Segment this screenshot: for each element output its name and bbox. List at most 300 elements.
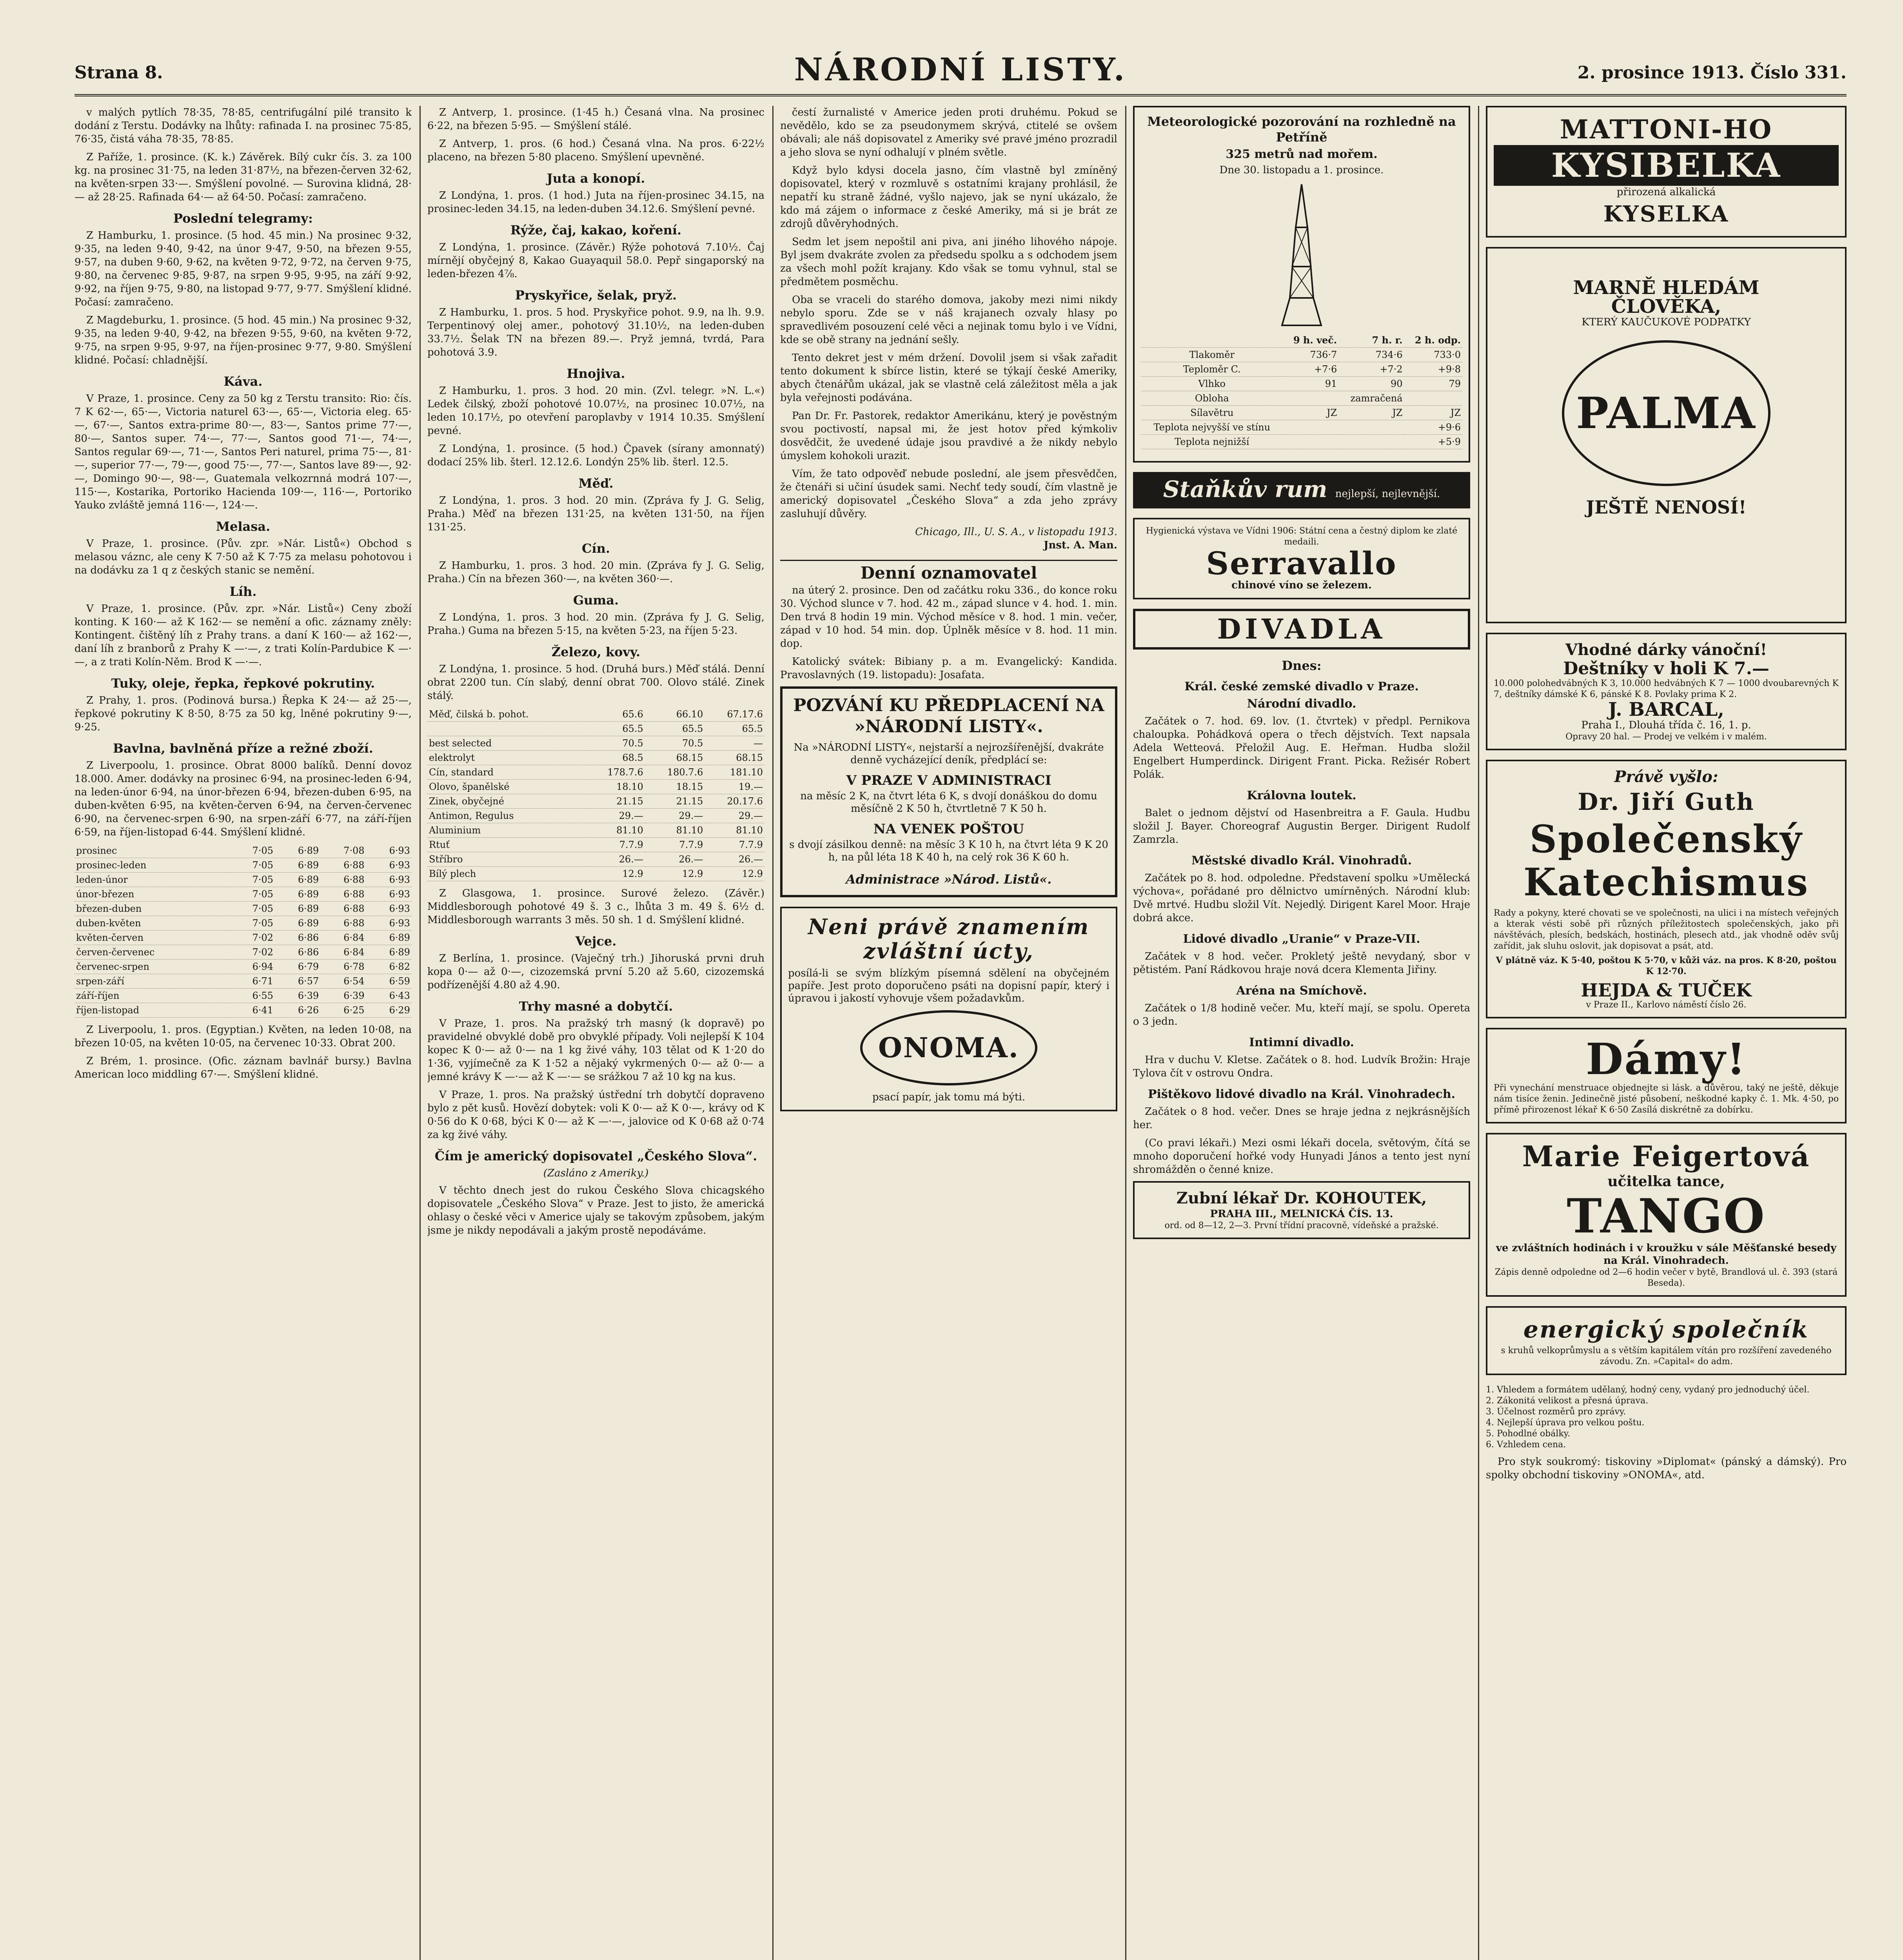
table-cell: 733·0	[1404, 348, 1462, 362]
table-cell: 21.15	[645, 794, 705, 809]
table-row	[427, 794, 764, 809]
serravallo-brand: Serravallo	[1206, 545, 1397, 582]
umbrella-subtitle: Deštníky v holi K 7.—	[1563, 659, 1769, 679]
table-cell: 65.5	[705, 722, 764, 736]
article-paragraph: Začátek o 8 hod. večer. Dnes se hraje jedna z nejkrásnějších her.	[1133, 1106, 1470, 1131]
table-cell: 7·02	[229, 931, 275, 945]
table-cell: 6·89	[275, 887, 320, 902]
subscription-venek-text: s dvojí zásilkou denně: na měsíc 3 K 10 h, na čtvrt léta 9 K 20 h, na půl léta 18 K 40 h, na celý rok 36 K 60 h.	[789, 839, 1108, 863]
table-row	[427, 823, 764, 838]
section-heading: Melasa.	[216, 519, 271, 534]
table-cell: 6·39	[275, 989, 320, 1003]
table-cell: 81.10	[705, 823, 764, 838]
umbrella-note: Opravy 20 hal. — Prodej ve velkém i v malém.	[1565, 732, 1767, 742]
table-cell: 20.17.6	[705, 794, 764, 809]
table-cell: červenec-srpen	[74, 960, 229, 974]
article-paragraph: Z Londýna, 1. pros. 3 hod. 20 min. (Zpráva fy J. G. Selig, Praha.) Guma na březen 5·15, na květen 5·23, na říjen 5·23.	[427, 612, 764, 637]
theatre-name: Lidové divadlo „Uranie“ v Praze-VII.	[1183, 932, 1420, 946]
article-paragraph: Hra v duchu V. Kletse. Začátek o 8. hod. Ludvík Brožin: Hraje Tylova čít v ostrovu Ondra.	[1133, 1054, 1470, 1079]
table-cell: 7·05	[229, 916, 275, 931]
table-cell: 6·93	[366, 858, 412, 873]
table-cell: 736·7	[1283, 348, 1339, 362]
serravallo-tagline: chinové víno se železem.	[1231, 579, 1372, 591]
palma-brand: PALMA	[1576, 388, 1756, 438]
theatre-name: Městské divadlo Král. Vinohradů.	[1191, 854, 1412, 867]
article-subtitle: (Zasláno z Ameriky.)	[543, 1167, 649, 1179]
palma-ad	[1486, 247, 1847, 623]
column-3	[780, 106, 1117, 1960]
guth-badge: Právě vyšlo:	[1614, 768, 1718, 786]
column-rule	[1125, 106, 1126, 1960]
energy-title: energický společník	[1523, 1316, 1809, 1343]
list-item: 6. Vzhledem cena.	[1486, 1440, 1566, 1450]
article-paragraph: Balet o jednom dějství od Hasenbreitra a F. Gaula. Hudbu složil J. Bayer. Choreograf Augustin Berger. Dirigent Rudolf Zamrzla.	[1133, 807, 1470, 846]
table-row	[74, 1003, 412, 1018]
subscription-venek: NA VENEK POŠTOU	[873, 821, 1024, 837]
section-heading: Rýže, čaj, kakao, koření.	[510, 223, 682, 238]
feature-list	[1486, 1385, 1847, 1450]
table-cell: +5·9	[1404, 435, 1462, 449]
tango-text: ve zvláštních hodinách i v kroužku v sále Měšťanské besedy na Král. Vinohradech.	[1496, 1242, 1837, 1267]
section-heading: Hnojiva.	[567, 366, 625, 381]
theatre-name: Aréna na Smíchově.	[1236, 984, 1367, 998]
onoma-ad	[780, 907, 1117, 1111]
table-cell: 26.—	[705, 852, 764, 867]
table-cell: Tlakoměr	[1141, 348, 1283, 362]
table-cell: 6·89	[275, 844, 320, 858]
theatre-header	[1133, 609, 1470, 650]
article-paragraph: Z Hamburku, 1. pros. 3 hod. 20 min. (Zvl. telegr. »N. L.«) Ledek čilský, zboží pohotové 10.07½, na prosinec 10.07½, na leden 10.17½, po otevření paroplavby v 1914 10.35. Smýšlení pevné.	[427, 385, 764, 437]
column-rule	[772, 106, 774, 1960]
table-cell: březen-duben	[74, 902, 229, 916]
article-paragraph: Z Paříže, 1. prosince. (K. k.) Závěrek. Bílý cukr čís. 3. za 100 kg. na prosinec 31·75, na leden 31·87½, na březen-červen 32·62, na květen-srpen 33·—. Smýšlení povolné. — Surovina klidná, 28·— až 28·25. Rafinada 64·— až 64·50. Počasí: zamračeno.	[74, 151, 412, 203]
table-cell: Bílý plech	[427, 867, 585, 881]
article-paragraph: v malých pytlích 78·35, 78·85, centrifugální pilé transito k dodání z Terstu. Dodávky na lhůty: rafinada I. na prosinec 75·85, 76·35, čistá váha 78·35, 78·85.	[74, 107, 412, 145]
table-cell: +7·2	[1338, 362, 1404, 377]
table-row	[1141, 435, 1462, 449]
table-cell: 6·43	[366, 989, 412, 1003]
table-cell: 18.10	[585, 780, 645, 794]
section-heading: Denní oznamovatel	[780, 560, 1117, 580]
dentist-ad	[1133, 1181, 1470, 1239]
palma-line-1: MARNĚ HLEDÁM	[1573, 277, 1760, 299]
table-header-cell: 7 h. r.	[1338, 333, 1404, 348]
table-cell: 68.5	[585, 751, 645, 765]
article-paragraph: Z Magdeburku, 1. prosince. (5 hod. 45 min.) Na prosinec 9·32, 9·35, na leden 9·40, 9·42, na březen 9·55, 9·60, na květen 9·72, 9·75, na srpen 9·95, 9·97, na říjen-prosinec 9·77, 9·80. Smýšlení klidné. Počasí: chladnější.	[74, 314, 412, 366]
column-rule	[1478, 106, 1479, 1960]
table-cell: 6·54	[320, 974, 366, 989]
table-header-cell: 9 h. več.	[1283, 333, 1339, 348]
column-2	[427, 106, 764, 1960]
article-signature-name: Jnst. A. Man.	[1044, 539, 1117, 551]
article-paragraph: Z Londýna, 1. prosince. (5 hod.) Čpavek (sírany amonnatý) dodací 25% lib. šterl. 12.12.6. Londýn 25% lib. šterl. 12.5.	[427, 443, 764, 468]
article-paragraph: Z Londýna, 1. prosince. 5 hod. (Druhá burs.) Měď stálá. Denní obrat 2200 tun. Cín slabý, denní obrat 700. Olovo stálé. Zinek stálý.	[427, 663, 764, 702]
table-cell: 66.10	[645, 707, 705, 722]
table-row	[427, 809, 764, 823]
table-cell: 7.7.9	[645, 838, 705, 852]
mattoni-line-1: MATTONI-HO	[1560, 114, 1773, 145]
table-cell: 6·89	[366, 945, 412, 960]
table-cell: 6·79	[275, 960, 320, 974]
article-signature-place: Chicago, Ill., U. S. A., v listopadu 1913.	[915, 526, 1117, 538]
guth-price: V plátně váz. K 5·40, poštou K 5·70, v kůži váz. na pros. K 8·20, poštou K 12·70.	[1496, 955, 1837, 976]
table-row	[427, 780, 764, 794]
umbrella-address: Praha I., Dlouhá třída č. 16, 1. p.	[1581, 719, 1751, 731]
table-cell: 12.9	[645, 867, 705, 881]
palma-logo	[1562, 340, 1770, 486]
table-cell: 65.5	[585, 722, 645, 736]
onoma-headline-2: zvláštní úcty,	[863, 938, 1034, 964]
section-heading: Bavlna, bavlněná příze a režné zboží.	[113, 741, 373, 756]
article-paragraph: Když bylo kdysi docela jasno, čím vlastně byl zmíněný dopisovatel, který v rozmluvě s ostatními krajany prohlásil, že nepatří ku straně žádné, vyšlo najevo, jak se nyní ukázalo, že kdo má zájem o informace z české Ameriky, má si je brát ze zdrojů důvěryhodných.	[780, 165, 1117, 230]
table-cell: Rtuť	[427, 838, 585, 852]
table-cell: 91	[1283, 377, 1339, 391]
table-cell: 6·93	[366, 844, 412, 858]
table-row	[74, 945, 412, 960]
theatre-name: Královna loutek.	[1247, 789, 1356, 802]
onoma-headline: Neni právě znamením	[808, 914, 1090, 939]
table-row	[1141, 362, 1462, 377]
article-paragraph: Sedm let jsem nepoštil ani piva, ani jiného lihového nápoje. Byl jsem dvakráte zvolen za předsedu spolku a s odchodem jsem za všech mohl požít krajany. Kdo však se tomu vyhnul, stal se předmětem posměchu.	[780, 236, 1117, 288]
mattoni-line-4: KYSELKA	[1603, 201, 1729, 227]
article-paragraph: V těchto dnech jest do rukou Českého Slova chicagského dopisovatele „Českého Slova“ v Praze. Jest to jisto, že americká ohlasy o české věci v Americe ujaly se takovým způsobem, jakým jsme je nikdy nepodávali a jakým prostě nepodáváme.	[427, 1185, 764, 1236]
table-cell: JZ	[1404, 406, 1462, 420]
table-cell: 70.5	[585, 736, 645, 751]
table-cell: srpen-září	[74, 974, 229, 989]
table-cell: 6·89	[366, 931, 412, 945]
table-cell: 6·57	[275, 974, 320, 989]
section-heading: Čím je americký dopisovatel „Českého Slova“.	[434, 1149, 757, 1163]
table-cell: 65.5	[645, 722, 705, 736]
subscription-praha: V PRAZE V ADMINISTRACI	[846, 773, 1051, 788]
theatre-name: Intimní divadlo.	[1249, 1036, 1355, 1049]
article-paragraph: Z Liverpoolu, 1. pros. (Egyptian.) Květen, na leden 10·08, na březen 10·05, na květen 10·05, na červenec 10·33. Obrat 200.	[74, 1024, 412, 1049]
article-paragraph: Oba se vraceli do starého domova, jakoby mezi nimi nikdy nebylo sporu. Zde se v náš krajanech ozvaly hlasy po spravedlivém posouzení celé věci a nejinak tomu bylo i ve Vídni, kde se obě strany na jednání sešly.	[780, 294, 1117, 346]
serravallo-ad	[1133, 518, 1470, 599]
table-row	[74, 887, 412, 902]
table-row	[74, 844, 412, 858]
theatre-header-title: DIVADLA	[1217, 613, 1386, 645]
theatre-venue: Národní divadlo.	[1247, 697, 1356, 711]
onoma-brand: ONOMA.	[878, 1031, 1020, 1064]
table-cell: 6·94	[229, 960, 275, 974]
table-row	[74, 916, 412, 931]
table-cell: 18.15	[645, 780, 705, 794]
tango-title: TANGO	[1567, 1189, 1766, 1244]
list-item: 1. Vhledem a formátem udělaný, hodný ceny, vydaný pro jednoduchý účel.	[1486, 1385, 1810, 1395]
table-cell: 81.10	[585, 823, 645, 838]
section-heading: Guma.	[573, 593, 619, 608]
table-cell	[427, 722, 585, 736]
table-row	[74, 858, 412, 873]
meteo-box	[1133, 106, 1470, 463]
table-cell: Zinek, obyčejné	[427, 794, 585, 809]
article-paragraph: Z Glasgowa, 1. prosince. Surové železo. (Závěr.) Middlesborough pohotové 49 š. 3 c., lhůta 3 m. 49 š. 6½ d. Middlesborough warrants 3 měs. 50 sh. 1 d. Smýšlení klidné.	[427, 887, 764, 926]
subscription-text: Na »NÁRODNÍ LISTY«, nejstarší a nejrozšířenější, dvakráte denně vycházející deník, předplácí se:	[794, 742, 1104, 766]
article-paragraph: Pan Dr. Fr. Pastorek, redaktor Amerikánu, který je pověstným svou poctivostí, napsal mi, že jest hotov před kýmkoliv dosvědčit, že uvedené údaje jsou pravdivé a že nikdy nebylo úmyslem kohokoli urazit.	[780, 410, 1117, 462]
dentist-hours: ord. od 8—12, 2—3. První třídní pracovně, vídeňské a pražské.	[1164, 1221, 1439, 1230]
meteo-title: Meteorologické pozorování na rozhledně na Petříně	[1147, 114, 1456, 145]
table-cell: 6·89	[275, 873, 320, 887]
article-paragraph: Začátek o 7. hod. 69. lov. (1. čtvrtek) v předpl. Pernikova chaloupka. Pohádková opera o třech dějstvích. Text napsala Adela Wetteová. Přeložil Aug. E. Heřman. Hudba složil Engelbert Humperdinck. Dirigent Frant. Picka. Režisér Robert Polák.	[1133, 715, 1470, 780]
table-cell: 6·93	[366, 873, 412, 887]
tango-teacher: Marie Feigertová	[1522, 1140, 1810, 1173]
table-cell: Antimon, Regulus	[427, 809, 585, 823]
tango-role: učitelka tance,	[1607, 1173, 1725, 1190]
guth-title-2: Katechismus	[1523, 860, 1809, 904]
table-cell: Vlhko	[1141, 377, 1283, 391]
table-cell: 6·88	[320, 858, 366, 873]
table-row	[427, 838, 764, 852]
table-cell: 6·55	[229, 989, 275, 1003]
table-cell: 6·88	[320, 902, 366, 916]
table-cell: Olovo, španělské	[427, 780, 585, 794]
list-item: 3. Účelnost rozměrů pro zprávy.	[1486, 1407, 1626, 1417]
table-cell: JZ	[1283, 406, 1339, 420]
table-cell: 7.7.9	[705, 838, 764, 852]
table-cell: +9·6	[1404, 420, 1462, 435]
article-paragraph: Z Hamburku, 1. pros. 5 hod. Pryskyřice pohot. 9.9, na lh. 9.9. Terpentinový olej amer., pohotový 31.10½, na leden-duben 33.7½. Šelak TN na březen 89.—. Pryž jemná, tvrdá, Para pohotová 3.9.	[427, 307, 764, 358]
section-heading: Měď.	[578, 476, 614, 491]
masthead-title: NÁRODNÍ LISTY.	[794, 51, 1127, 88]
table-cell: 6·39	[320, 989, 366, 1003]
rum-brand: Staňkův rum	[1163, 476, 1327, 503]
table-header-cell: 2 h. odp.	[1404, 333, 1462, 348]
table-cell: 6·88	[320, 916, 366, 931]
table-cell: 81.10	[645, 823, 705, 838]
issue-date: 2. prosince 1913. Číslo 331.	[1577, 63, 1847, 83]
table-cell: 7·02	[229, 945, 275, 960]
table-header-cell	[1141, 333, 1283, 348]
palma-line-5: JEŠTĚ NENOSÍ!	[1586, 497, 1747, 518]
article-paragraph: Začátek po 8. hod. odpoledne. Představení spolku »Umělecká výchova«, pořádané pro dělnictvo umírněných. Národní klub: Dvě mrtvé. Hudbu složil Vít. Nejedlý. Dirigent Karel Moor. Hraje dobrá akce.	[1133, 872, 1470, 924]
table-cell	[1283, 435, 1339, 449]
table-row	[74, 902, 412, 916]
table-cell: 6·82	[366, 960, 412, 974]
guth-publisher: HEJDA & TUČEK	[1581, 980, 1752, 1001]
table-cell: elektrolyt	[427, 751, 585, 765]
section-heading: Juta a konopí.	[547, 171, 645, 186]
article-paragraph: na úterý 2. prosince. Den od začátku roku 336., do konce roku 30. Východ slunce v 7. hod. 42 m., západ slunce v 4. hod. 1. min. Den trvá 8 hodin 19 min. Východ měsíce v 8. hod. 1 min. večer, západ v 10 hod. 54 min. dop. Úplněk měsíce v 8. hod. 11 min. dop.	[780, 584, 1117, 650]
table-cell: 6·25	[320, 1003, 366, 1018]
table-cell: Sílavětru	[1141, 406, 1283, 420]
article-paragraph: Z Londýna, 1. pros. 3 hod. 20 min. (Zpráva fy J. G. Selig, Praha.) Měď na březen 131·25, na květen 131·50, na říjen 131·25.	[427, 495, 764, 533]
table-cell: 7·05	[229, 887, 275, 902]
table-cell: 12.9	[585, 867, 645, 881]
table-cell	[1283, 420, 1339, 435]
table-row	[427, 867, 764, 881]
table-cell: 7·05	[229, 858, 275, 873]
table-row	[1141, 420, 1462, 435]
dentist-address: PRAHA III., MELNICKÁ ČÍS. 13.	[1210, 1208, 1393, 1220]
article-paragraph: V Praze, 1. prosince. Ceny za 50 kg z Terstu transito: Rio: čís. 7 K 62·—, 65·—, Victoria naturel 63·—, 65·—, Victoria eleg. 65·—, 67·—, Santos extra-prime 80·—, 83·—, Santos prime 77·—, 80·—, Santos super. 74·—, 77·—, Santos good 71·—, 74·—, Santos regular 69·—, 71·—, Santos Peri naturel, prima 75·—, 81·—, superior 77·—, 79·—, good 75·—, 77·—, Santos lave 89·—, 92·—, Domingo 90·—, 98·—, Guatemala velkozrnná modrá 107·—, 115·—, Kostarika, Portoriko Hacienda 109·—, 116·—, Portoriko Yauko zvláště jemná 116·—, 124·—.	[74, 393, 412, 511]
subscription-box	[780, 686, 1117, 897]
cotton-table	[74, 844, 412, 1018]
table-cell	[1283, 391, 1339, 406]
table-cell: červen-červenec	[74, 945, 229, 960]
newspaper-page	[74, 47, 1847, 1960]
table-cell: 178.7.6	[585, 765, 645, 780]
article-paragraph: Z Berlína, 1. prosince. (Vaječný trh.) Jihoruská prvni druh kopa 0·— až 0·—, cizozemská první 5.20 až 5.60, cizozemská podřízenější 4.80 až 4.90.	[427, 953, 764, 991]
table-cell: duben-květen	[74, 916, 229, 931]
table-cell: 67.17.6	[705, 707, 764, 722]
list-item: 4. Nejlepší úprava pro velkou poštu.	[1486, 1418, 1645, 1428]
table-cell: 6·29	[366, 1003, 412, 1018]
umbrella-text: 10.000 polohedvábných K 3, 10.000 hedvábných K 7 — 1000 dvoubarevných K 7, deštníky dámské K 6, pánské K 8. Povlaky prima K 2.	[1494, 679, 1839, 699]
table-row	[427, 852, 764, 867]
table-cell: 6·71	[229, 974, 275, 989]
rum-ad	[1133, 472, 1470, 508]
article-paragraph: Z Londýna, 1. pros. (1 hod.) Juta na říjen-prosinec 34.15, na prosinec-leden 34.15, na leden-duben 34.12.6. Smýšlení pevné.	[427, 190, 764, 215]
article-paragraph: Z Prahy, 1. pros. (Podinová bursa.) Řepka K 24·— až 25·—, řepkové pokrutiny K 8·50, 8·75 za 50 kg, lněné pokrutiny 9·—, 9·25.	[74, 695, 412, 733]
table-cell	[1404, 391, 1462, 406]
section-heading: Cín.	[581, 541, 610, 556]
umbrella-firm: J. BARCAL,	[1608, 699, 1724, 720]
subscription-admin: Administrace »Národ. Listů«.	[846, 872, 1052, 887]
table-row	[1141, 377, 1462, 391]
article-paragraph: Začátek v 8 hod. večer. Prokletý ještě nevydaný, sbor v pětistém. Paní Rádkovou hraje nová dcera Klementa Jiřiny.	[1133, 951, 1470, 976]
table-cell: 180.7.6	[645, 765, 705, 780]
table-cell: 6·59	[366, 974, 412, 989]
table-cell: JZ	[1338, 406, 1404, 420]
table-cell: Teploměr C.	[1141, 362, 1283, 377]
onoma-tagline: psací papír, jak tomu má býti.	[872, 1091, 1025, 1103]
article-paragraph: V Praze, 1. pros. Na pražský ústřední trh dobytčí dopraveno bylo z pět kusů. Hovězí dobytek: voli K 0·— až K 0·—, krávy od K 0·56 do K 0·68, býci K 0·— až K —·—, jalovice od K 0·68 až 0·74 za kg živé váhy.	[427, 1089, 764, 1141]
section-heading: Vejce.	[575, 934, 617, 949]
table-row	[427, 736, 764, 751]
theatre-name: Pištěkovo lidové divadlo na Král. Vinohradech.	[1148, 1087, 1456, 1101]
mattoni-line-3: přirozená alkalická	[1616, 186, 1716, 198]
table-cell: 7·08	[320, 844, 366, 858]
article-paragraph: V Praze, 1. prosince. (Pův. zpr. »Nár. Listů«) Obchod s melasou váznc, ale ceny K 7·50 až K 7·75 za melasu pohotovou i na dodávku za 1 q z českých stanic se nemění.	[74, 538, 412, 576]
table-cell: Obloha	[1141, 391, 1283, 406]
table-cell: únor-březen	[74, 887, 229, 902]
table-cell: best selected	[427, 736, 585, 751]
table-cell: 26.—	[585, 852, 645, 867]
table-cell: 6·41	[229, 1003, 275, 1018]
table-cell	[1338, 435, 1404, 449]
table-row	[427, 765, 764, 780]
table-cell: 6·93	[366, 902, 412, 916]
table-cell: 181.10	[705, 765, 764, 780]
section-heading: Pryskyřice, šelak, pryž.	[515, 288, 677, 303]
table-cell: 29.—	[705, 809, 764, 823]
meteo-date: Dne 30. listopadu a 1. prosince.	[1219, 164, 1384, 176]
article-paragraph: Vím, že tato odpověď nebude poslední, ale jsem přesvědčen, že čtenáři si učiní úsudek sami. Nechť tedy soudí, čím vlastně je americký dopisovatel „Českého Slova“ a zda jeho zprávy zasluhují důvěry.	[780, 468, 1117, 520]
table-cell: 79	[1404, 377, 1462, 391]
table-cell: 6·89	[275, 916, 320, 931]
mattoni-ad	[1486, 106, 1847, 238]
list-item: 2. Zákonitá velikost a přesná úprava.	[1486, 1396, 1649, 1406]
serravallo-small: Hygienická výstava ve Vídni 1906: Státní cena a čestný diplom ke zlaté medaili.	[1146, 526, 1458, 547]
table-cell: prosinec-leden	[74, 858, 229, 873]
column-rule	[419, 106, 421, 1960]
table-row	[74, 931, 412, 945]
article-paragraph: Z Antverp, 1. prosince. (1·45 h.) Česaná vlna. Na prosinec 6·22, na březen 5·95. — Smýšlení stálé.	[427, 107, 764, 132]
table-cell: 6·84	[320, 931, 366, 945]
table-cell: 6·88	[320, 873, 366, 887]
table-cell: +9·8	[1404, 362, 1462, 377]
meteo-table	[1141, 333, 1462, 449]
guth-text: Rady a pokyny, které chovati se ve společnosti, na ulici i na místech veřejných a kterak vésti sobě při různých příležitostech společenských, jako při návštěvách, plesích, bedskách, hostinách, plesech atd., jak vhodně oděv svůj zařídit, jak sluhu oslovit, jak dopisovat a psát, atd.	[1494, 908, 1839, 951]
table-cell: zamračená	[1338, 391, 1404, 406]
palma-line-2: ČLOVĚKA,	[1611, 296, 1721, 318]
table-cell: prosinec	[74, 844, 229, 858]
table-cell: +7·6	[1283, 362, 1339, 377]
table-row	[1141, 406, 1462, 420]
table-cell: 7·05	[229, 873, 275, 887]
article-paragraph: Z Antverp, 1. pros. (6 hod.) Česaná vlna. Na pros. 6·22½ placeno, na březen 5·80 placeno. Smýšlení upevněné.	[427, 138, 764, 163]
guth-title-1: Společenský	[1529, 817, 1803, 861]
table-cell: 6·89	[275, 902, 320, 916]
energy-text: s kruhů velkoprůmyslu a s větším kapitálem vítán pro rozšíření zavedeného závodu. Zn. »Capital« do adm.	[1501, 1346, 1832, 1367]
section-heading: Trhy masné a dobytčí.	[519, 999, 673, 1014]
table-cell: 68.15	[645, 751, 705, 765]
table-cell: 6·86	[275, 945, 320, 960]
table-row	[427, 751, 764, 765]
table-cell: 6·86	[275, 931, 320, 945]
table-cell: 21.15	[585, 794, 645, 809]
tower-icon	[1278, 180, 1325, 329]
table-cell: 19.—	[705, 780, 764, 794]
metals-table	[427, 707, 764, 881]
table-cell: 6·88	[320, 887, 366, 902]
umbrella-ad	[1486, 633, 1847, 750]
table-cell: 7·05	[229, 902, 275, 916]
section-heading: Káva.	[223, 374, 263, 389]
article-paragraph: Z Londýna, 1. prosince. (Závěr.) Rýže pohotová 7.10½. Čaj mírnějí obyčejný 8, Kakao Guayaquil 58.0. Pepř singaporský na leden-březen 4⅞.	[427, 241, 764, 280]
article-paragraph: Z Hamburku, 1. prosince. (5 hod. 45 min.) Na prosinec 9·32, 9·35, na leden 9·40, 9·42, na únor 9·47, 9·50, na březen 9·55, 9·57, na duben 9·60, 9·62, na květen 9·72, 9·72, na červen 9·75, 9·80, na červenec 9·85, 9·87, na srpen 9·95, 9·95, na září 9·92, 9·92, na říjen 9·75, 9·80, na listopad 9·77, 9·77. Smýšlení klidné. Počasí: zamračeno.	[74, 230, 412, 308]
mattoni-line-2: KYSIBELKA	[1494, 145, 1839, 186]
table-cell: 6·93	[366, 887, 412, 902]
table-row	[427, 707, 764, 722]
onoma-logo	[860, 1010, 1037, 1085]
list-item: 5. Pohodlné obálky.	[1486, 1429, 1571, 1439]
table-cell: Aluminium	[427, 823, 585, 838]
table-row	[74, 960, 412, 974]
table-cell: květen-červen	[74, 931, 229, 945]
tango-note: Zápis denně odpoledne od 2—6 hodin večer v bytě, Brandlová ul. č. 393 (stará Beseda).	[1494, 1267, 1838, 1288]
table-cell: září-říjen	[74, 989, 229, 1003]
tango-ad	[1486, 1133, 1847, 1297]
article-paragraph: Pro styk soukromý: tiskoviny »Diplomat« (pánský a dámský). Pro spolky obchodní tiskoviny »ONOMA«, atd.	[1486, 1456, 1847, 1481]
table-cell: leden-únor	[74, 873, 229, 887]
article-paragraph: Tento dekret jest v mém držení. Dovolil jsem si však zařadit tento dokument k sbírce listin, které se týkají české Ameriky, abych čtenářům ukázal, jak se vlastně celá záležitost měla a jak byla veřejnosti podávána.	[780, 352, 1117, 404]
table-cell: 6·89	[275, 858, 320, 873]
article-paragraph: Katolický svátek: Bibiany p. a m. Evangelický: Kandida. Pravoslavných (19. listopadu): Josafata.	[780, 656, 1117, 681]
table-cell: 68.15	[705, 751, 764, 765]
umbrella-title: Vhodné dárky vánoční!	[1565, 641, 1767, 659]
article-paragraph: Z Hamburku, 1. pros. 3 hod. 20 min. (Zpráva fy J. G. Selig, Praha.) Cín na březen 360·—, na květen 360·—.	[427, 560, 764, 585]
table-row	[1141, 391, 1462, 406]
table-row	[1141, 348, 1462, 362]
article-paragraph: Z Liverpoolu, 1. prosince. Obrat 8000 balíků. Denní dovoz 18.000. Amer. dodávky na prosinec 6·94, na prosinec-leden 6·94, na leden-únor 6·94, na únor-březen 6·94, březen-duben 6·95, na duben-květen 6·95, na květen-červen 6·94, na červen-červenec 6·90, na červenec-srpen 6·90, na srpen-září 6·77, na září-říjen 6·59, na říjen-listopad 6·44. Smýšlení klidné.	[74, 760, 412, 838]
damy-ad	[1486, 1028, 1847, 1123]
table-cell: 26.—	[645, 852, 705, 867]
page-number: Strana 8.	[74, 63, 163, 83]
dentist-name: Zubní lékař Dr. KOHOUTEK,	[1176, 1189, 1427, 1207]
table-cell: říjen-listopad	[74, 1003, 229, 1018]
palma-line-3: KTERÝ KAUČUKOVÉ PODPATKY	[1582, 316, 1751, 328]
table-cell: 6·78	[320, 960, 366, 974]
article-paragraph: V Praze, 1. pros. Na pražský trh masný (k dopravě) po pravidelné obvyklé době pro obvyklé případy. Voli nejlepší K 104 kopec K 0·— až 0·— na 1 kg živé váhy, 103 tělat od K 1·20 do 1·36, vyjímečně za K 1·52 a nějaký vykrmených 0·— až 0·— a jemné krávy K —·— až K —·— se srážkou 7 až 10 kg na kus.	[427, 1018, 764, 1083]
table-row	[427, 722, 764, 736]
table-cell: Měď, čilská b. pohot.	[427, 707, 585, 722]
energy-ad	[1486, 1306, 1847, 1375]
table-cell: Teplota nejnižší	[1141, 435, 1283, 449]
table-cell: 6·93	[366, 916, 412, 931]
section-heading: Dnes:	[1282, 658, 1322, 673]
